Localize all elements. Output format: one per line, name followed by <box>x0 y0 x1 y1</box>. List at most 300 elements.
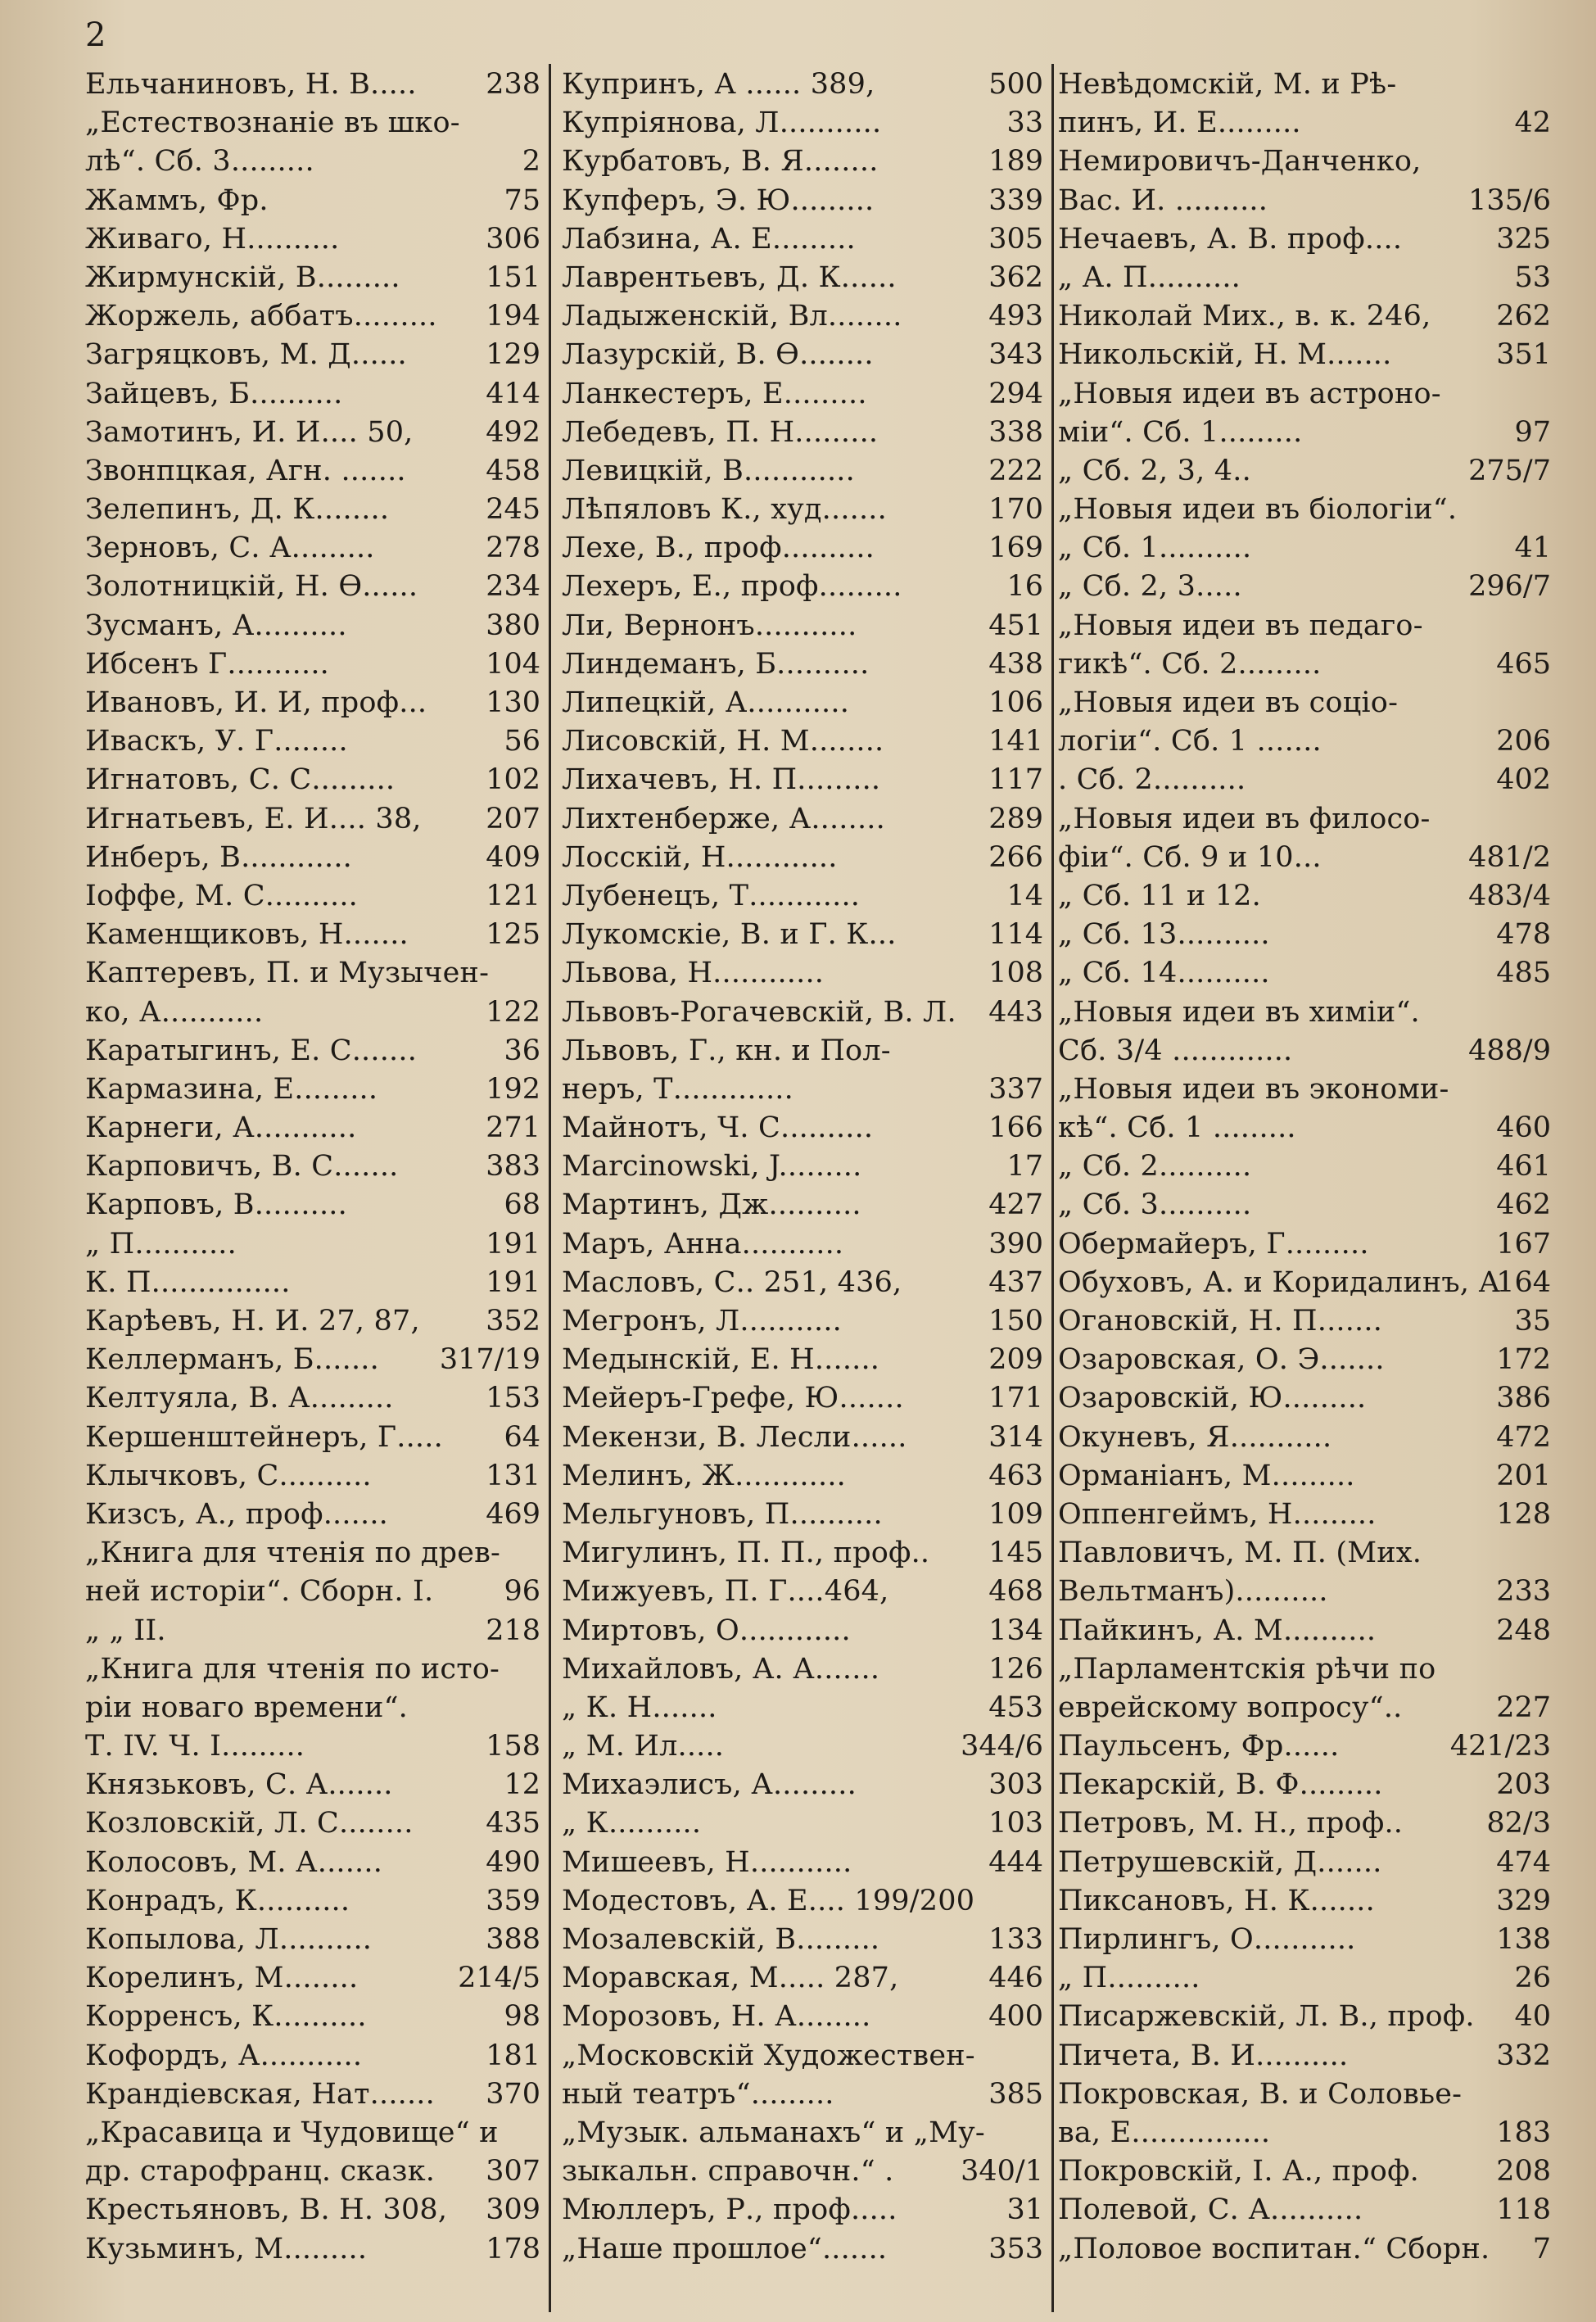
entry-page-ref: 474 <box>1496 1845 1551 1879</box>
entry-text: Загряцковъ, М. Д...... <box>85 338 407 372</box>
index-entry <box>85 529 540 568</box>
entry-page-ref: 485 <box>1496 957 1551 990</box>
index-entry <box>1058 1921 1551 1959</box>
entry-page-ref: 314 <box>988 1420 1043 1454</box>
entry-text: Лехе, В., проф.......... <box>562 532 875 565</box>
entry-page-ref: 138 <box>1496 1923 1551 1956</box>
index-entry <box>85 1959 540 1998</box>
index-entry <box>85 1534 540 1573</box>
index-entry <box>85 1650 540 1689</box>
entry-text: ва, Е............... <box>1058 2116 1271 2149</box>
index-entry <box>1058 607 1551 645</box>
entry-text: Мюллеръ, Р., проф..... <box>562 2193 897 2227</box>
entry-text: Пайкинъ, А. М.......... <box>1058 1614 1377 1647</box>
entry-text: Нечаевъ, А. В. проф.... <box>1058 222 1403 256</box>
index-entry <box>1058 1186 1551 1224</box>
entry-text: Моравская, М..... 287, <box>562 1962 899 1995</box>
entry-page-ref: 353 <box>988 2232 1043 2265</box>
entry-page-ref: 14 <box>1006 879 1043 912</box>
entry-page-ref: 117 <box>988 763 1043 797</box>
entry-page-ref: 172 <box>1496 1343 1551 1377</box>
entry-text: Каменщиковъ, Н....... <box>85 918 409 952</box>
index-entry <box>85 143 540 181</box>
entry-page-ref: 370 <box>486 2077 540 2111</box>
index-entry <box>85 1612 540 1650</box>
entry-text: „Книга для чтенія по древ- <box>85 1537 501 1570</box>
entry-page-ref: 131 <box>486 1459 540 1492</box>
index-entry <box>85 1689 540 1727</box>
entry-page-ref: 75 <box>504 183 540 217</box>
entry-text: ріи новаго времени“. <box>85 1691 408 1724</box>
index-entry <box>562 1264 1043 1302</box>
entry-page-ref: 166 <box>988 1111 1043 1145</box>
entry-page-ref: 289 <box>988 802 1043 835</box>
entry-text: Орманіанъ, М......... <box>1058 1459 1355 1492</box>
index-entry <box>1058 1534 1551 1573</box>
index-entry <box>85 2114 540 2152</box>
index-entry <box>562 2037 1043 2075</box>
entry-page-ref: 41 <box>1514 532 1551 565</box>
entry-text: Ельчаниновъ, Н. В..... <box>85 68 417 101</box>
entry-text: Замотинъ, И. И.... 50, <box>85 415 414 449</box>
entry-page-ref: 248 <box>1496 1614 1551 1647</box>
index-entry <box>1058 2075 1551 2114</box>
entry-text: Козловскій, Л. С........ <box>85 1807 414 1840</box>
index-entry <box>562 2230 1043 2269</box>
entry-text: Колосовъ, М. А....... <box>85 1845 383 1879</box>
entry-text: Никольскій, Н. М....... <box>1058 338 1392 372</box>
entry-page-ref: 238 <box>486 68 540 101</box>
entry-text: фіи“. Сб. 9 и 10... <box>1058 840 1322 874</box>
entry-text: Живаго, Н.......... <box>85 222 340 256</box>
entry-text: Т. IV. Ч. I......... <box>85 1730 305 1763</box>
entry-text: „Половое воспитан.“ Сборн. <box>1058 2232 1490 2265</box>
index-entry <box>562 1650 1043 1689</box>
entry-page-ref: 446 <box>988 1962 1043 1995</box>
index-entry <box>85 1419 540 1457</box>
entry-text: ней исторіи“. Сборн. I. <box>85 1575 434 1609</box>
entry-page-ref: 201 <box>1496 1459 1551 1492</box>
entry-page-ref: 400 <box>988 2000 1043 2034</box>
entry-text: Николай Мих., в. к. 246, <box>1058 300 1431 333</box>
entry-text: Лосскій, Н............ <box>562 840 838 874</box>
entry-text: „Новыя идеи въ химіи“. <box>1058 995 1420 1029</box>
entry-page-ref: 488/9 <box>1468 1034 1551 1067</box>
index-entry <box>1058 220 1551 259</box>
entry-page-ref: 307 <box>486 2155 540 2188</box>
index-entry <box>1058 568 1551 606</box>
index-entry <box>85 491 540 529</box>
index-entry <box>1058 491 1551 529</box>
index-entry <box>1058 182 1551 220</box>
entry-text: Зусманъ, А.......... <box>85 609 347 642</box>
entry-page-ref: 207 <box>486 802 540 835</box>
index-entry <box>562 994 1043 1032</box>
entry-page-ref: 121 <box>486 879 540 912</box>
entry-text: Лихтенберже, А........ <box>562 802 885 835</box>
entry-text: Кизсъ, А., проф....... <box>85 1497 388 1531</box>
entry-page-ref: 271 <box>486 1111 540 1145</box>
entry-page-ref: 402 <box>1496 763 1551 797</box>
index-entry <box>562 1534 1043 1573</box>
entry-text: Карповъ, В.......... <box>85 1188 347 1222</box>
entry-text: Клычковъ, С.......... <box>85 1459 372 1492</box>
index-entry <box>1058 916 1551 954</box>
entry-page-ref: 409 <box>486 840 540 874</box>
entry-text: Модестовъ, А. Е.... 199/200 <box>562 1884 975 1917</box>
entry-page-ref: 460 <box>1496 1111 1551 1145</box>
entry-page-ref: 468 <box>988 1575 1043 1609</box>
entry-text: Лехеръ, Е., проф......... <box>562 570 902 604</box>
entry-text: Лѣпяловъ К., худ....... <box>562 493 887 527</box>
entry-text: Пекарскій, В. Ф......... <box>1058 1768 1383 1802</box>
index-entry <box>1058 1109 1551 1147</box>
entry-text: Майнотъ, Ч. С.......... <box>562 1111 874 1145</box>
entry-page-ref: 427 <box>988 1188 1043 1222</box>
index-entry <box>1058 143 1551 181</box>
entry-page-ref: 461 <box>1496 1150 1551 1184</box>
index-entry <box>562 452 1043 491</box>
index-entry <box>85 1496 540 1534</box>
index-entry <box>85 954 540 993</box>
entry-text: „Новыя идеи въ педаго- <box>1058 609 1423 642</box>
index-entry <box>1058 684 1551 722</box>
index-entry <box>562 1496 1043 1534</box>
entry-page-ref: 325 <box>1496 222 1551 256</box>
entry-page-ref: 388 <box>486 1923 540 1956</box>
entry-page-ref: 317/19 <box>439 1343 540 1377</box>
entry-text: Мелинъ, Ж............ <box>562 1459 846 1492</box>
index-entry <box>85 722 540 761</box>
entry-text: Павловичъ, М. П. (Мих. <box>1058 1537 1422 1570</box>
index-entry <box>562 529 1043 568</box>
entry-text: Лихачевъ, Н. П......... <box>562 763 881 797</box>
index-entry <box>1058 1689 1551 1727</box>
entry-text: „Музык. альманахъ“ и „Му- <box>562 2116 985 2149</box>
index-entry <box>1058 452 1551 491</box>
index-entry <box>85 1109 540 1147</box>
index-entry <box>85 1032 540 1070</box>
page-number: 2 <box>85 16 106 54</box>
entry-page-ref: 338 <box>988 415 1043 449</box>
entry-page-ref: 169 <box>988 532 1043 565</box>
entry-page-ref: 469 <box>486 1497 540 1531</box>
entry-page-ref: 458 <box>486 454 540 487</box>
index-entry <box>85 568 540 606</box>
entry-text: Ибсенъ Г........... <box>85 647 329 681</box>
index-entry <box>1058 2037 1551 2075</box>
entry-text: Карѣевъ, Н. И. 27, 87, <box>85 1305 420 1338</box>
entry-page-ref: 435 <box>486 1807 540 1840</box>
entry-text: Паульсенъ, Фр...... <box>1058 1730 1340 1763</box>
entry-text: Масловъ, С.. 251, 436, <box>562 1265 902 1299</box>
index-entry <box>1058 1573 1551 1611</box>
index-entry <box>1058 66 1551 104</box>
entry-page-ref: 233 <box>1496 1575 1551 1609</box>
index-entry <box>1058 1496 1551 1534</box>
index-entry <box>85 104 540 143</box>
entry-text: „Новыя идеи въ біологіи“. <box>1058 493 1458 527</box>
entry-page-ref: 135/6 <box>1468 183 1551 217</box>
entry-page-ref: 151 <box>486 260 540 294</box>
index-entry <box>85 1844 540 1882</box>
index-column-2 <box>562 66 1043 2310</box>
index-entry <box>1058 1727 1551 1766</box>
entry-text: Корренсъ, К.......... <box>85 2000 367 2034</box>
index-entry <box>1058 1998 1551 2036</box>
entry-text: Лебедевъ, П. Н......... <box>562 415 879 449</box>
index-entry <box>1058 1650 1551 1689</box>
entry-text: Мейеръ-Грефе, Ю....... <box>562 1382 904 1415</box>
entry-page-ref: 128 <box>1496 1497 1551 1531</box>
entry-text: Крестьяновъ, В. Н. 308, <box>85 2193 448 2227</box>
index-entry <box>1058 1302 1551 1341</box>
index-entry <box>85 839 540 877</box>
entry-page-ref: 129 <box>486 338 540 372</box>
index-entry <box>1058 1419 1551 1457</box>
index-entry <box>85 375 540 414</box>
index-entry <box>1058 877 1551 916</box>
entry-text: Львова, Н............ <box>562 957 825 990</box>
index-entry <box>85 1882 540 1921</box>
entry-text: Карнеги, А........... <box>85 1111 357 1145</box>
index-entry <box>85 336 540 374</box>
entry-text: Миртовъ, О............ <box>562 1614 851 1647</box>
entry-page-ref: 359 <box>486 1884 540 1917</box>
entry-text: гикѣ“. Сб. 2......... <box>1058 647 1322 681</box>
entry-page-ref: 309 <box>486 2193 540 2227</box>
entry-page-ref: 208 <box>1496 2155 1551 2188</box>
entry-text: Мозалевскій, В......... <box>562 1923 880 1956</box>
index-entry <box>562 684 1043 722</box>
entry-text: ный театръ“......... <box>562 2077 834 2111</box>
index-entry <box>85 414 540 452</box>
entry-page-ref: 437 <box>988 1265 1043 1299</box>
entry-text: „Красавица и Чудовище“ и <box>85 2116 499 2149</box>
entry-page-ref: 339 <box>988 183 1043 217</box>
entry-page-ref: 33 <box>1006 106 1043 140</box>
index-entry <box>85 2152 540 2191</box>
entry-page-ref: 481/2 <box>1468 840 1551 874</box>
entry-text: „ К.......... <box>562 1807 702 1840</box>
entry-text: Мельгуновъ, П.......... <box>562 1497 883 1531</box>
index-entry <box>562 297 1043 336</box>
index-entry <box>1058 1959 1551 1998</box>
entry-page-ref: 203 <box>1496 1768 1551 1802</box>
index-entry <box>562 1225 1043 1264</box>
entry-text: Зелепинъ, Д. К........ <box>85 493 390 527</box>
entry-text: Лаврентьевъ, Д. К...... <box>562 260 897 294</box>
entry-page-ref: 2 <box>522 145 540 179</box>
index-entry <box>562 800 1043 839</box>
entry-text: Іоффе, М. С.......... <box>85 879 358 912</box>
entry-page-ref: 167 <box>1496 1227 1551 1261</box>
entry-text: Зайцевъ, Б.......... <box>85 377 343 410</box>
entry-page-ref: 133 <box>988 1923 1043 1956</box>
entry-text: Жоржель, аббатъ......... <box>85 300 437 333</box>
entry-text: Озаровская, О. Э....... <box>1058 1343 1385 1377</box>
entry-page-ref: 462 <box>1496 1188 1551 1222</box>
entry-text: Полевой, С. А.......... <box>1058 2193 1363 2227</box>
entry-page-ref: 26 <box>1514 1962 1551 1995</box>
entry-text: міи“. Сб. 1......... <box>1058 415 1303 449</box>
index-entry <box>85 1573 540 1611</box>
entry-text: Михаэлисъ, А......... <box>562 1768 857 1802</box>
entry-page-ref: 214/5 <box>458 1962 540 1995</box>
column-divider <box>549 64 551 2312</box>
index-entry <box>1058 1804 1551 1843</box>
entry-page-ref: 181 <box>486 2039 540 2072</box>
entry-page-ref: 472 <box>1496 1420 1551 1454</box>
entry-page-ref: 262 <box>1496 300 1551 333</box>
index-entry <box>562 1959 1043 1998</box>
entry-text: Купріянова, Л........... <box>562 106 882 140</box>
entry-text: Оппенгеймъ, Н......... <box>1058 1497 1377 1531</box>
index-entry <box>85 259 540 297</box>
index-entry <box>1058 1882 1551 1921</box>
entry-page-ref: 266 <box>988 840 1043 874</box>
entry-text: „ Сб. 11 и 12. <box>1058 879 1261 912</box>
column-divider <box>1051 64 1054 2312</box>
entry-text: Кузьминъ, М......... <box>85 2232 368 2265</box>
entry-text: Петрушевскій, Д....... <box>1058 1845 1382 1879</box>
entry-page-ref: 492 <box>486 415 540 449</box>
entry-page-ref: 443 <box>988 995 1043 1029</box>
entry-page-ref: 40 <box>1514 2000 1551 2034</box>
entry-text: Окуневъ, Я........... <box>1058 1420 1332 1454</box>
entry-text: „Книга для чтенія по исто- <box>85 1652 500 1686</box>
entry-text: Жирмунскій, В......... <box>85 260 400 294</box>
index-entry <box>85 66 540 104</box>
entry-text: Игнатьевъ, Е. И.... 38, <box>85 802 422 835</box>
entry-page-ref: 12 <box>504 1768 540 1802</box>
index-entry <box>1058 1844 1551 1882</box>
index-entry <box>1058 259 1551 297</box>
entry-text: Конрадъ, К.......... <box>85 1884 350 1917</box>
index-entry <box>1058 2230 1551 2269</box>
index-entry <box>562 916 1043 954</box>
entry-text: „ „ II. <box>85 1614 166 1647</box>
entry-page-ref: 109 <box>988 1497 1043 1531</box>
entry-page-ref: 500 <box>988 68 1043 101</box>
entry-text: Корелинъ, М........ <box>85 1962 359 1995</box>
entry-page-ref: 53 <box>1514 260 1551 294</box>
index-entry <box>562 1070 1043 1109</box>
index-entry <box>85 800 540 839</box>
index-entry <box>562 1302 1043 1341</box>
entry-page-ref: 305 <box>988 222 1043 256</box>
index-entry <box>85 1070 540 1109</box>
entry-text: Петровъ, М. Н., проф.. <box>1058 1807 1404 1840</box>
index-entry <box>562 877 1043 916</box>
entry-text: логіи“. Сб. 1 ....... <box>1058 725 1322 758</box>
entry-page-ref: 337 <box>988 1072 1043 1106</box>
entry-page-ref: 385 <box>988 2077 1043 2111</box>
index-entry <box>562 491 1043 529</box>
entry-page-ref: 444 <box>988 1845 1043 1879</box>
entry-text: др. старофранц. сказк. <box>85 2155 436 2188</box>
index-entry <box>85 1147 540 1186</box>
index-entry <box>85 1379 540 1418</box>
entry-page-ref: 438 <box>988 647 1043 681</box>
entry-text: „Новыя идеи въ астроно- <box>1058 377 1441 410</box>
index-entry <box>562 645 1043 684</box>
entry-text: Линдеманъ, Б.......... <box>562 647 870 681</box>
entry-text: „ П........... <box>85 1227 237 1261</box>
index-entry <box>1058 1264 1551 1302</box>
entry-page-ref: 98 <box>504 2000 540 2034</box>
entry-page-ref: 192 <box>486 1072 540 1106</box>
entry-page-ref: 82/3 <box>1486 1807 1551 1840</box>
index-entry <box>1058 414 1551 452</box>
entry-page-ref: 209 <box>988 1343 1043 1377</box>
entry-page-ref: 340/1 <box>961 2155 1043 2188</box>
index-entry <box>562 220 1043 259</box>
index-entry <box>85 182 540 220</box>
entry-page-ref: 386 <box>1496 1382 1551 1415</box>
index-entry <box>1058 1341 1551 1379</box>
entry-text: „Естествознаніе въ шко- <box>85 106 460 140</box>
index-entry <box>1058 2191 1551 2229</box>
entry-page-ref: 453 <box>988 1691 1043 1724</box>
entry-page-ref: 206 <box>1496 725 1551 758</box>
entry-text: „Новыя идеи въ филосо- <box>1058 802 1431 835</box>
index-entry <box>562 1457 1043 1496</box>
entry-text: Пичета, В. И.......... <box>1058 2039 1349 2072</box>
entry-page-ref: 141 <box>988 725 1043 758</box>
entry-text: Зерновъ, С. А......... <box>85 532 375 565</box>
entry-page-ref: 465 <box>1496 647 1551 681</box>
entry-page-ref: 122 <box>486 995 540 1029</box>
index-entry <box>562 336 1043 374</box>
entry-text: Львовъ, Г., кн. и Пол- <box>562 1034 891 1067</box>
entry-text: Лукомскіе, В. и Г. К... <box>562 918 897 952</box>
entry-text: Вас. И. .......... <box>1058 183 1268 217</box>
entry-text: Ладыженскій, Вл........ <box>562 300 902 333</box>
entry-text: Кершенштейнеръ, Г..... <box>85 1420 443 1454</box>
entry-page-ref: 329 <box>1496 1884 1551 1917</box>
index-entry <box>562 1882 1043 1921</box>
entry-page-ref: 222 <box>988 454 1043 487</box>
entry-page-ref: 42 <box>1514 106 1551 140</box>
entry-text: Михайловъ, А. А....... <box>562 1652 880 1686</box>
index-entry <box>1058 1766 1551 1804</box>
index-entry <box>562 1921 1043 1959</box>
entry-page-ref: 383 <box>486 1150 540 1184</box>
entry-page-ref: 483/4 <box>1468 879 1551 912</box>
index-entry <box>1058 297 1551 336</box>
index-entry <box>562 1844 1043 1882</box>
index-entry <box>85 684 540 722</box>
entry-text: Ланкестеръ, Е......... <box>562 377 867 410</box>
entry-page-ref: 170 <box>988 493 1043 527</box>
entry-text: Морозовъ, Н. А........ <box>562 2000 871 2034</box>
entry-text: Левицкій, В............ <box>562 454 855 487</box>
entry-page-ref: 490 <box>486 1845 540 1879</box>
entry-text: Marcinowski, J......... <box>562 1150 862 1184</box>
entry-text: Карповичъ, В. С....... <box>85 1150 399 1184</box>
index-entry <box>562 1341 1043 1379</box>
index-entry <box>562 375 1043 414</box>
index-entry <box>85 645 540 684</box>
index-entry <box>85 1998 540 2036</box>
entry-page-ref: 130 <box>486 686 540 719</box>
index-column-1 <box>85 66 540 2310</box>
index-entry <box>562 2114 1043 2152</box>
index-entry <box>1058 375 1551 414</box>
entry-page-ref: 68 <box>504 1188 540 1222</box>
entry-text: Звонпцкая, Агн. ....... <box>85 454 406 487</box>
